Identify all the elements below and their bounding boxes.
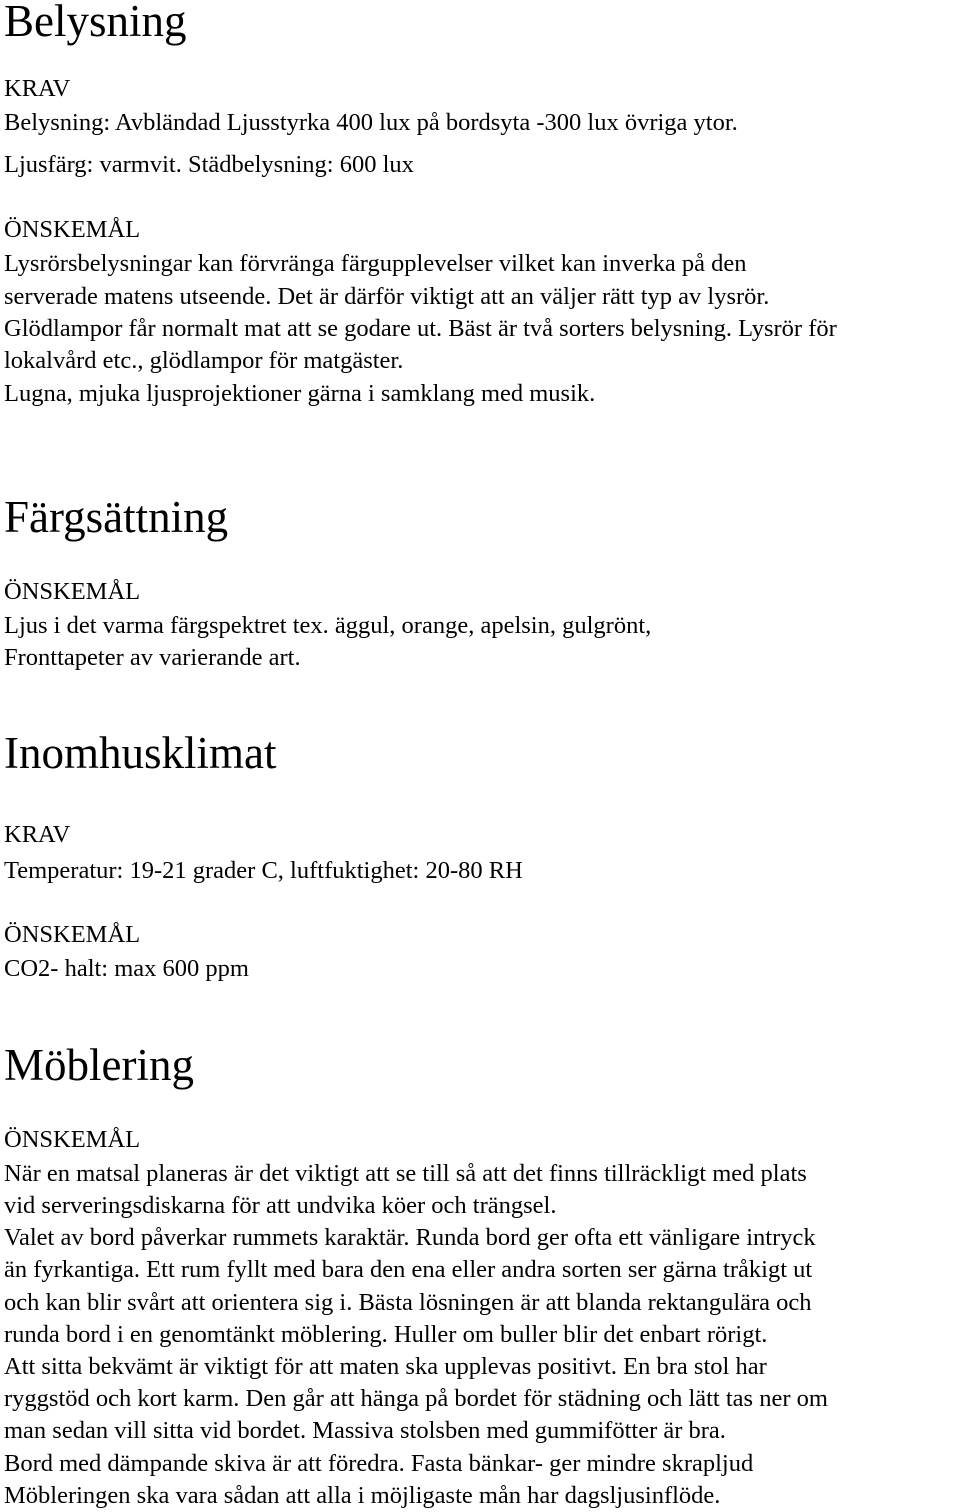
- text-line: Möbleringen ska vara sådan att alla i möjligaste mån har dagsljusinflöde.: [4, 1482, 721, 1509]
- text-line: Att sitta bekvämt är viktigt för att maten ska upplevas positivt. En bra stol har: [4, 1353, 767, 1380]
- text-line: vid serveringsdiskarna för att undvika köer och trängsel.: [4, 1192, 557, 1219]
- text-line: Bord med dämpande skiva är att föredra. Fasta bänkar- ger mindre skrapljud: [4, 1450, 754, 1477]
- text-line: ryggstöd och kort karm. Den går att hänga på bordet för städning och lätt tas ner om: [4, 1385, 828, 1412]
- text-line: När en matsal planeras är det viktigt att se till så att det finns tillräckligt med plats: [4, 1160, 807, 1187]
- onskemal-label: ÖNSKEMÅL: [4, 921, 141, 948]
- text-line: Lugna, mjuka ljusprojektioner gärna i samklang med musik.: [4, 380, 596, 407]
- text-line: CO2- halt: max 600 ppm: [4, 955, 249, 982]
- section-heading-inomhusklimat: Inomhusklimat: [4, 728, 277, 778]
- text-line: Belysning: Avbländad Ljusstyrka 400 lux på bordsyta -300 lux övriga ytor.: [4, 109, 738, 136]
- text-line: Glödlampor får normalt mat att se godare ut. Bäst är två sorters belysning. Lysrör för: [4, 315, 837, 342]
- text-line: Fronttapeter av varierande art.: [4, 644, 301, 671]
- text-line: Ljus i det varma färgspektret tex. äggul, orange, apelsin, gulgrönt,: [4, 612, 652, 639]
- text-line: Ljusfärg: varmvit. Städbelysning: 600 lux: [4, 151, 414, 178]
- section-heading-fargsattning: Färgsättning: [4, 492, 229, 542]
- onskemal-label: ÖNSKEMÅL: [4, 216, 141, 243]
- krav-label: KRAV: [4, 821, 71, 848]
- text-line: lokalvård etc., glödlampor för matgäster.: [4, 347, 404, 374]
- text-line: Lysrörsbelysningar kan förvränga färgupplevelser vilket kan inverka på den: [4, 250, 747, 277]
- text-line: och kan blir svårt att orientera sig i. Bästa lösningen är att blanda rektangulära och: [4, 1289, 812, 1316]
- text-line: man sedan vill sitta vid bordet. Massiva stolsben med gummifötter är bra.: [4, 1417, 726, 1444]
- onskemal-label: ÖNSKEMÅL: [4, 578, 141, 605]
- krav-label: KRAV: [4, 75, 71, 102]
- text-line: serverade matens utseende. Det är därför viktigt att an väljer rätt typ av lysrör.: [4, 283, 770, 310]
- text-line: än fyrkantiga. Ett rum fyllt med bara den ena eller andra sorten ser gärna tråkigt ut: [4, 1256, 813, 1283]
- onskemal-label: ÖNSKEMÅL: [4, 1126, 141, 1153]
- section-heading-belysning: Belysning: [4, 0, 187, 46]
- text-line: runda bord i en genomtänkt möblering. Huller om buller blir det enbart rörigt.: [4, 1321, 768, 1348]
- section-heading-moblering: Möblering: [4, 1040, 194, 1090]
- text-line: Valet av bord påverkar rummets karaktär. Runda bord ger ofta ett vänligare intryck: [4, 1224, 816, 1251]
- text-line: Temperatur: 19-21 grader C, luftfuktighet: 20-80 RH: [4, 857, 523, 884]
